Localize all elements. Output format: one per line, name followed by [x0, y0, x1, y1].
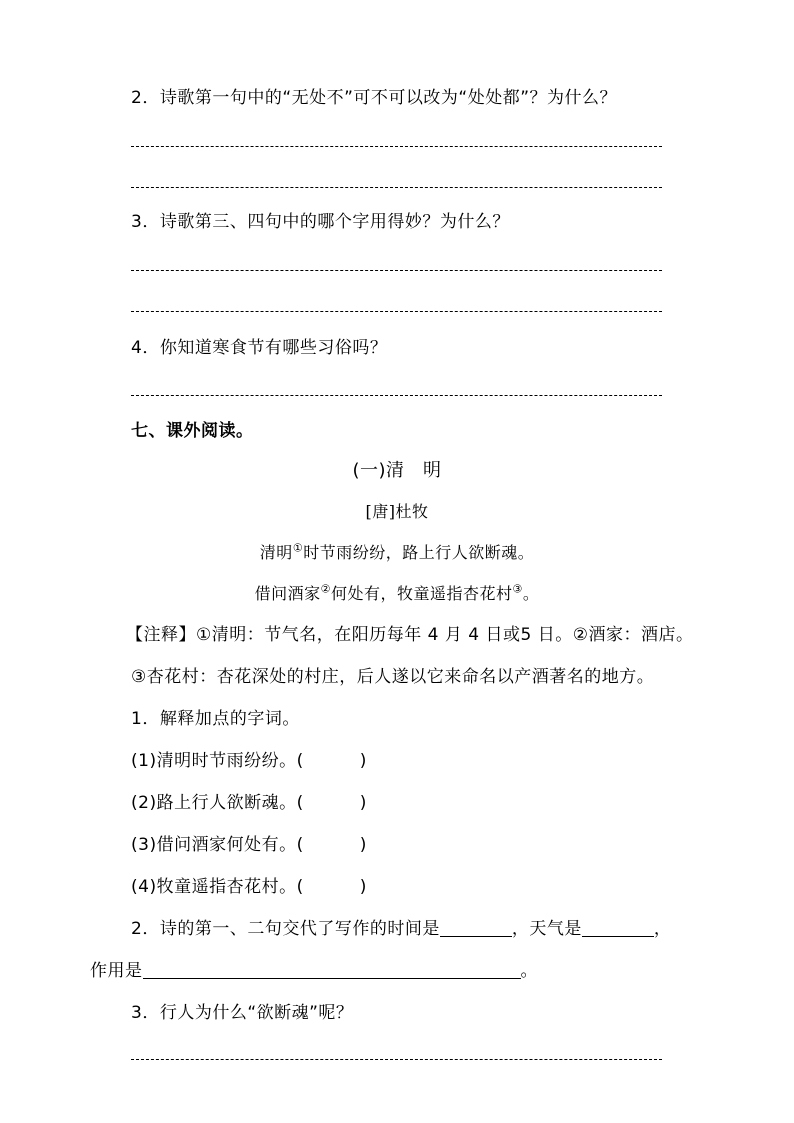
exercise-question-1: 1．解释加点的字词。: [131, 709, 300, 729]
exercise-item-text: (2)路上行人欲断魂。(: [131, 793, 304, 813]
answer-line[interactable]: [131, 270, 662, 271]
answer-line[interactable]: [131, 395, 662, 396]
effect-blank[interactable]: [143, 960, 521, 979]
poem-author: [唐]杜牧: [365, 502, 429, 521]
exercise-item-text: (1)清明时节雨纷纷。(: [131, 751, 304, 771]
section-7-title: 七、课外阅读。: [131, 421, 254, 441]
exercise-item-3: [131, 833, 367, 857]
question-3-top: 3．诗歌第三、四句中的哪个字用得妙？为什么？: [131, 212, 510, 232]
poem-line-1-start: 清明: [259, 543, 293, 562]
poem-line-1-end: 时节雨纷纷，路上行人欲断魂。: [303, 543, 535, 562]
exercise-item-2: [131, 791, 367, 815]
exercise-question-2: [131, 917, 671, 941]
close-paren: ): [359, 835, 367, 855]
close-paren: ): [359, 751, 367, 771]
question-2-top: 2．诗歌第一句中的“无处不”可不可以改为“处处都”？为什么？: [131, 88, 618, 108]
poem-line-2-start: 借问酒家: [254, 584, 321, 603]
note-marker-3: ③: [512, 582, 523, 596]
answer-line[interactable]: [131, 311, 662, 312]
note-marker-1: ①: [292, 541, 304, 555]
exercise-question-3: 3．行人为什么“欲断魂”呢？: [131, 1003, 354, 1023]
poem-line-2-middle: 何处有，牧童遥指杏花村: [330, 584, 513, 603]
question-text: 。: [520, 961, 538, 981]
question-text: ，: [653, 919, 672, 939]
question-4-top: 4．你知道寒食节有哪些习俗吗？: [131, 338, 388, 358]
time-blank[interactable]: [440, 918, 512, 937]
exercise-item-text: (4)牧童遥指杏花村。(: [131, 877, 304, 897]
answer-line[interactable]: [131, 146, 662, 147]
answer-line[interactable]: [131, 187, 662, 188]
poem-line-2-end: 。: [522, 584, 540, 603]
poem-line-1: [0, 541, 794, 565]
poem-line-2: [0, 582, 794, 606]
exercise-item-4: [131, 875, 367, 899]
question-text: 作用是: [90, 961, 143, 981]
question-text: ，天气是: [511, 919, 582, 939]
exercise-item-1: [131, 749, 367, 773]
exercise-question-2-continued: [90, 959, 538, 983]
close-paren: ): [359, 877, 367, 897]
note-line-1: 【注释】①清明：节气名，在阳历每年 4 月 4 日或5 日。②酒家：酒店。: [126, 625, 694, 645]
exercise-item-text: (3)借问酒家何处有。(: [131, 835, 304, 855]
question-text: 2．诗的第一、二句交代了写作的时间是: [131, 919, 440, 939]
answer-line[interactable]: [131, 1059, 662, 1060]
poem-title: (一)清 明: [352, 460, 442, 481]
note-line-2: ③杏花村：杏花深处的村庄，后人遂以它来命名以产酒著名的地方。: [131, 667, 655, 687]
note-marker-2: ②: [320, 582, 331, 596]
close-paren: ): [359, 793, 367, 813]
weather-blank[interactable]: [582, 918, 654, 937]
